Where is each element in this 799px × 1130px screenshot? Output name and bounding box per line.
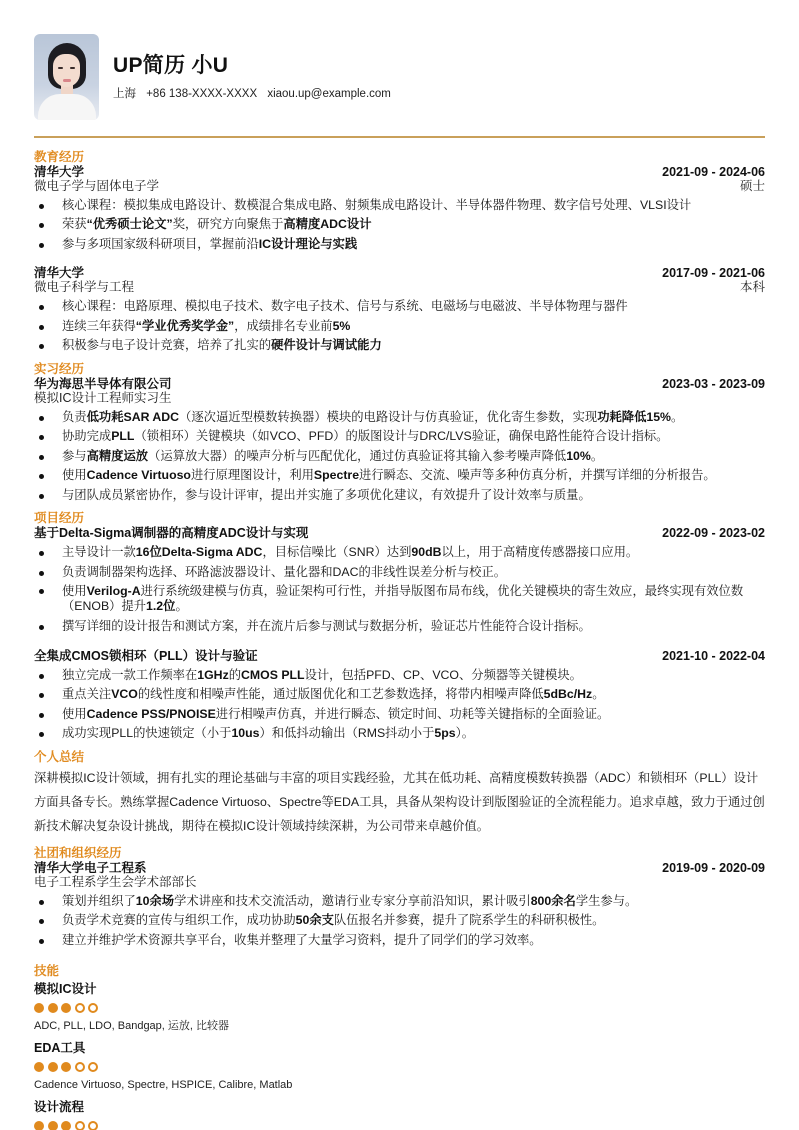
bullet-item: 参与多项国家级科研项目，掌握前沿IC设计理论与实践 [34,235,765,255]
contact-email[interactable]: xiaou.up@example.com [267,88,391,100]
bullet-item: 参与高精度运放（运算放大器）的噪声分析与匹配优化，通过仿真验证将其输入参考噪声降低10%。 [34,447,765,467]
rating-dot-filled-icon [48,1003,58,1013]
rating-dot-empty-icon [88,1003,98,1013]
section-title: 社团和组织经历 [34,845,122,860]
project-name: 基于Delta-Sigma调制器的高精度ADC设计与实现 [34,526,309,540]
degree: 硕士 [739,178,765,193]
skill-item [34,1100,765,1130]
bullet-item: 负责学术竞赛的宣传与组织工作，成功协助50余支队伍报名并参赛，提升了院系学生的科研积极性。 [34,911,765,931]
org-name: 清华大学电子工程系 [34,860,147,875]
company-name: 华为海思半导体有限公司 [34,376,172,391]
school-name: 清华大学 [34,266,85,280]
section-title: 技能 [34,964,60,978]
skill-rating [34,1003,765,1013]
skill-desc: Cadence Virtuoso, Spectre, HSPICE, Calibre, Matlab [34,1079,293,1091]
bullet-item: 荣获“优秀硕士论文”奖，研究方向聚焦于高精度ADC设计 [34,215,765,235]
summary-section [34,750,765,838]
job-role: 模拟IC设计工程师实习生 [34,390,172,405]
section-title: 实习经历 [34,361,85,376]
skill-rating [34,1062,765,1072]
education-entry [34,165,765,255]
section-title: 个人总结 [34,749,85,764]
rating-dot-empty-icon [88,1062,98,1072]
rating-dot-filled-icon [48,1121,58,1130]
rating-dot-filled-icon [61,1062,71,1072]
resume-page [34,34,765,1130]
profile-photo [34,34,99,120]
internship-entry [34,377,765,506]
rating-dot-filled-icon [34,1003,44,1013]
bullet-item: 核心课程：电路原理、模拟电子技术、数字电子技术、信号与系统、电磁场与电磁波、半导体物理与器件 [34,297,765,317]
bullet-item: 建立并维护学术资源共享平台，收集并整理了大量学习资料，提升了同学们的学习效率。 [34,931,765,951]
rating-dot-empty-icon [75,1062,85,1072]
section-title: 项目经历 [34,511,85,525]
contact-city: 上海 [113,88,136,100]
bullet-item: 独立完成一款工作频率在1GHz的CMOS PLL设计，包括PFD、CP、VCO、分频器等关键模块。 [34,666,765,686]
rating-dot-filled-icon [61,1003,71,1013]
bullet-item: 负责低功耗SAR ADC（逐次逼近型模数转换器）模块的电路设计与仿真验证，优化寄生参数，实现功耗降低15%。 [34,408,765,428]
rating-dot-empty-icon [88,1121,98,1130]
bullet-item: 与团队成员紧密协作，参与设计评审，提出并实施了多项优化建议，有效提升了设计效率与质量。 [34,486,765,506]
school-name: 清华大学 [34,164,85,179]
bullet-item: 核心课程：模拟集成电路设计、数模混合集成电路、射频集成电路设计、半导体器件物理、数字信号处理、VLSI设计 [34,196,765,216]
bullet-item: 主导设计一款16位Delta-Sigma ADC，目标信噪比（SNR）达到90dB以上，用于高精度传感器接口应用。 [34,543,765,563]
degree: 本科 [739,280,765,294]
contact-phone: +86 138-XXXX-XXXX [146,88,258,100]
projects-section [34,511,765,744]
bullet-item: 策划并组织了10余场学术讲座和技术交流活动，邀请行业专家分享前沿知识，累计吸引800余名学生参与。 [34,892,765,912]
bullet-list [34,892,765,951]
internship-section [34,362,765,506]
bullet-item: 使用Verilog-A进行系统级建模与仿真，验证架构可行性，并指导版图布局布线，优化关键模块的寄生效应，最终实现有效位数（ENOB）提升1.2位。 [34,582,765,617]
bullet-item: 使用Cadence Virtuoso进行原理图设计，利用Spectre进行瞬态、交流、噪声等多种仿真分析，并撰写详细的分析报告。 [34,466,765,486]
skill-item [34,1041,765,1092]
skill-item [34,982,765,1033]
bullet-item: 重点关注VCO的线性度和相噪声性能，通过版图优化和工艺参数选择，将带内相噪声降低5dBc/Hz。 [34,685,765,705]
resume-header [34,34,765,120]
rating-dot-filled-icon [61,1121,71,1130]
rating-dot-filled-icon [34,1121,44,1130]
header-divider [34,136,765,138]
bullet-list [34,666,765,744]
bullet-item: 撰写详细的设计报告和测试方案，并在流片后参与测试与数据分析，验证芯片性能符合设计指标。 [34,617,765,637]
skill-name: EDA工具 [34,1041,86,1055]
project-name: 全集成CMOS锁相环（PLL）设计与验证 [34,648,258,663]
bullet-list [34,196,765,255]
rating-dot-filled-icon [48,1062,58,1072]
bullet-list [34,297,765,356]
date-range: 2021-09 - 2024-06 [662,164,765,179]
date-range: 2023-03 - 2023-09 [662,376,765,391]
date-range: 2019-09 - 2020-09 [662,860,765,875]
rating-dot-filled-icon [34,1062,44,1072]
education-section [34,150,765,356]
skills-section [34,964,765,1130]
skill-rating [34,1121,765,1130]
rating-dot-empty-icon [75,1121,85,1130]
major: 微电子学与固体电子学 [34,178,160,193]
summary-text: 深耕模拟IC设计领域，拥有扎实的理论基础与丰富的项目实践经验，尤其在低功耗、高精度模数转换器（ADC）和锁相环（PLL）设计方面具备专长。熟练掌握Cadence Virtuoso、Spectre等EDA工具，具备从架构设计到版图验证的全流程能力。追求卓越，致力于通过创新技术解决复杂设计挑战，期待在模拟IC设计领域持续深耕，为公司带来卓越价值。 [34,770,765,833]
rating-dot-empty-icon [75,1003,85,1013]
major: 微电子科学与工程 [34,280,135,294]
bullet-list [34,543,765,637]
bullet-item: 成功实现PLL的快速锁定（小于10us）和低抖动输出（RMS抖动小于5ps）。 [34,724,765,744]
date-range: 2022-09 - 2023-02 [662,526,765,540]
activities-section [34,846,765,951]
date-range: 2017-09 - 2021-06 [662,266,765,280]
bullet-item: 连续三年获得“学业优秀奖学金”，成绩排名专业前5% [34,317,765,337]
bullet-item: 协助完成PLL（锁相环）关键模块（如VCO、PFD）的版图设计与DRC/LVS验证，确保电路性能符合设计指标。 [34,427,765,447]
skill-desc: ADC, PLL, LDO, Bandgap, 运放, 比较器 [34,1020,230,1032]
project-entry [34,526,765,637]
date-range: 2021-10 - 2022-04 [662,648,765,663]
bullet-item: 负责调制器架构选择、环路滤波器设计、量化器和DAC的非线性误差分析与校正。 [34,563,765,583]
skill-name: 模拟IC设计 [34,982,97,996]
bullet-item: 使用Cadence PSS/PNOISE进行相噪声仿真，并进行瞬态、锁定时间、功耗等关键指标的全面验证。 [34,705,765,725]
org-role: 电子工程系学生会学术部部长 [34,874,197,889]
contact-line [113,85,398,101]
bullet-item: 积极参与电子设计竞赛，培养了扎实的硬件设计与调试能力 [34,336,765,356]
skill-name: 设计流程 [34,1100,85,1114]
section-title: 教育经历 [34,149,85,164]
activity-entry [34,861,765,951]
education-entry [34,266,765,356]
candidate-name: UP简历 小U [113,54,229,77]
project-entry [34,649,765,744]
bullet-list [34,408,765,506]
